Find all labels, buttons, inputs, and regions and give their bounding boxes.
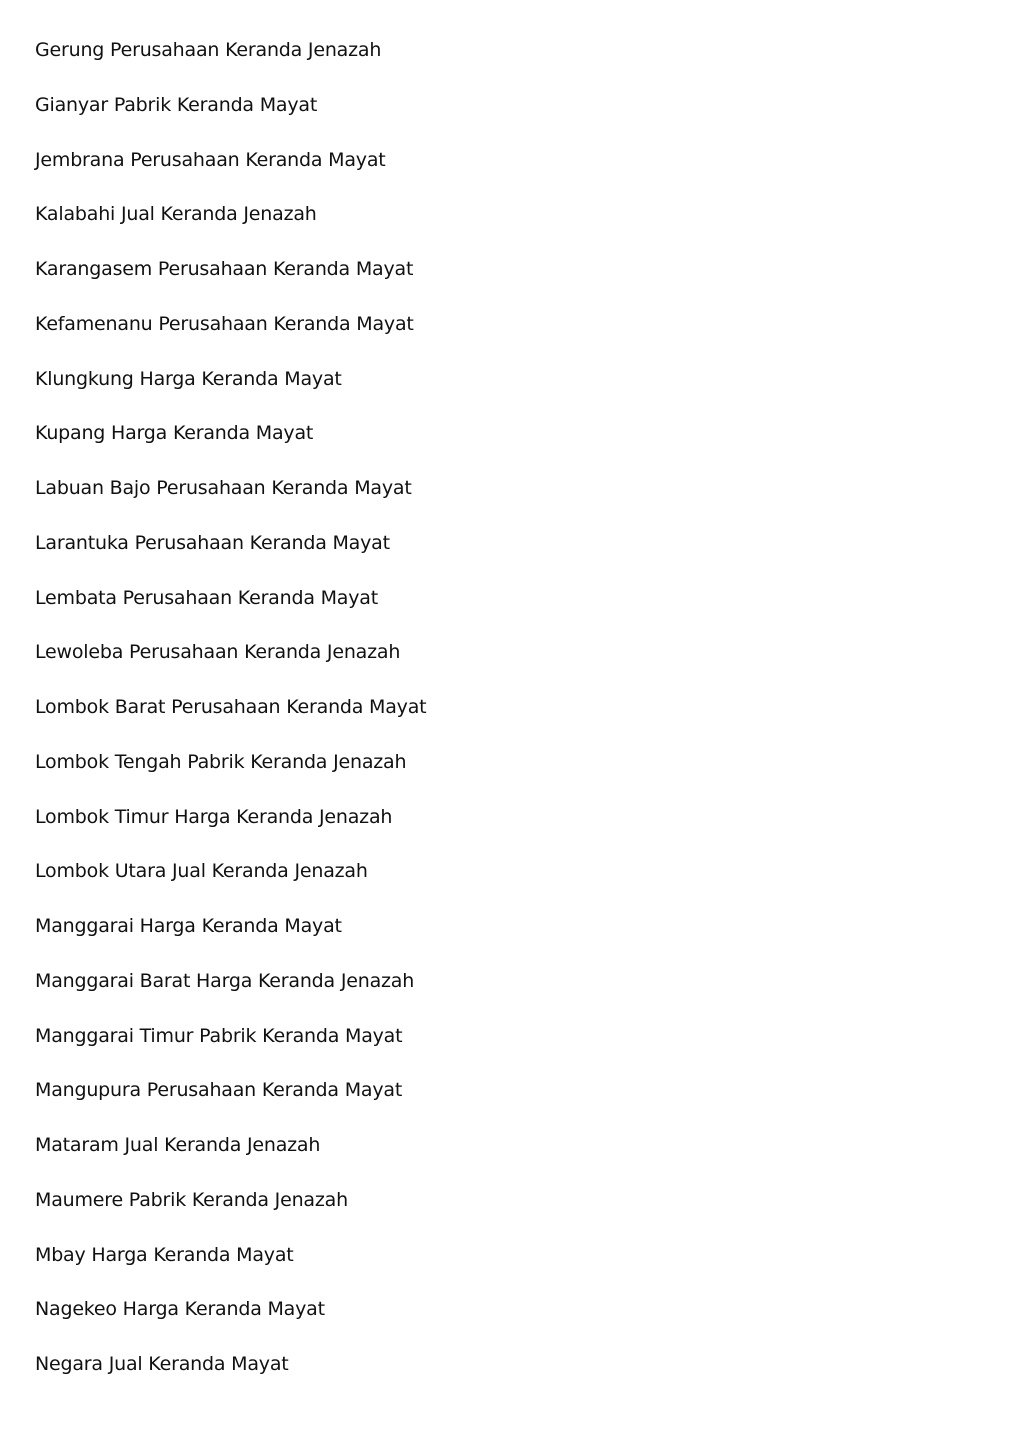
list-item: Kalabahi Jual Keranda Jenazah	[35, 203, 317, 226]
list-item: Lombok Utara Jual Keranda Jenazah	[35, 860, 368, 883]
list-item: Klungkung Harga Keranda Mayat	[35, 367, 342, 390]
list-item: Mbay Harga Keranda Mayat	[35, 1243, 294, 1266]
list-item: Labuan Bajo Perusahaan Keranda Mayat	[35, 477, 412, 499]
list-item: Jembrana Perusahaan Keranda Mayat	[35, 148, 386, 171]
list-item: Larantuka Perusahaan Keranda Mayat	[35, 531, 390, 554]
list-item: Kefamenanu Perusahaan Keranda Mayat	[35, 312, 414, 335]
list-item: Manggarai Harga Keranda Mayat	[35, 915, 342, 937]
list-item: Maumere Pabrik Keranda Jenazah	[35, 1188, 348, 1211]
list-item: Lewoleba Perusahaan Keranda Jenazah	[35, 641, 401, 664]
list-item: Manggarai Timur Pabrik Keranda Mayat	[35, 1024, 403, 1047]
list-item: Kupang Harga Keranda Mayat	[35, 422, 314, 445]
list-item: Gianyar Pabrik Keranda Mayat	[35, 93, 318, 116]
list-item: Lembata Perusahaan Keranda Mayat	[35, 586, 378, 609]
list-item: Lombok Timur Harga Keranda Jenazah	[35, 805, 393, 828]
list-item: Negara Jual Keranda Mayat	[35, 1353, 289, 1375]
list-item: Karangasem Perusahaan Keranda Mayat	[35, 258, 414, 280]
list-item: Gerung Perusahaan Keranda Jenazah	[35, 39, 382, 61]
keyword-list	[35, 35, 426, 1404]
list-item: Lombok Tengah Pabrik Keranda Jenazah	[35, 750, 407, 773]
list-item: Manggarai Barat Harga Keranda Jenazah	[35, 969, 415, 992]
list-item: Mangupura Perusahaan Keranda Mayat	[35, 1079, 403, 1102]
list-item: Nagekeo Harga Keranda Mayat	[35, 1298, 325, 1321]
list-item: Lombok Barat Perusahaan Keranda Mayat	[35, 696, 427, 718]
list-item: Mataram Jual Keranda Jenazah	[35, 1134, 321, 1156]
